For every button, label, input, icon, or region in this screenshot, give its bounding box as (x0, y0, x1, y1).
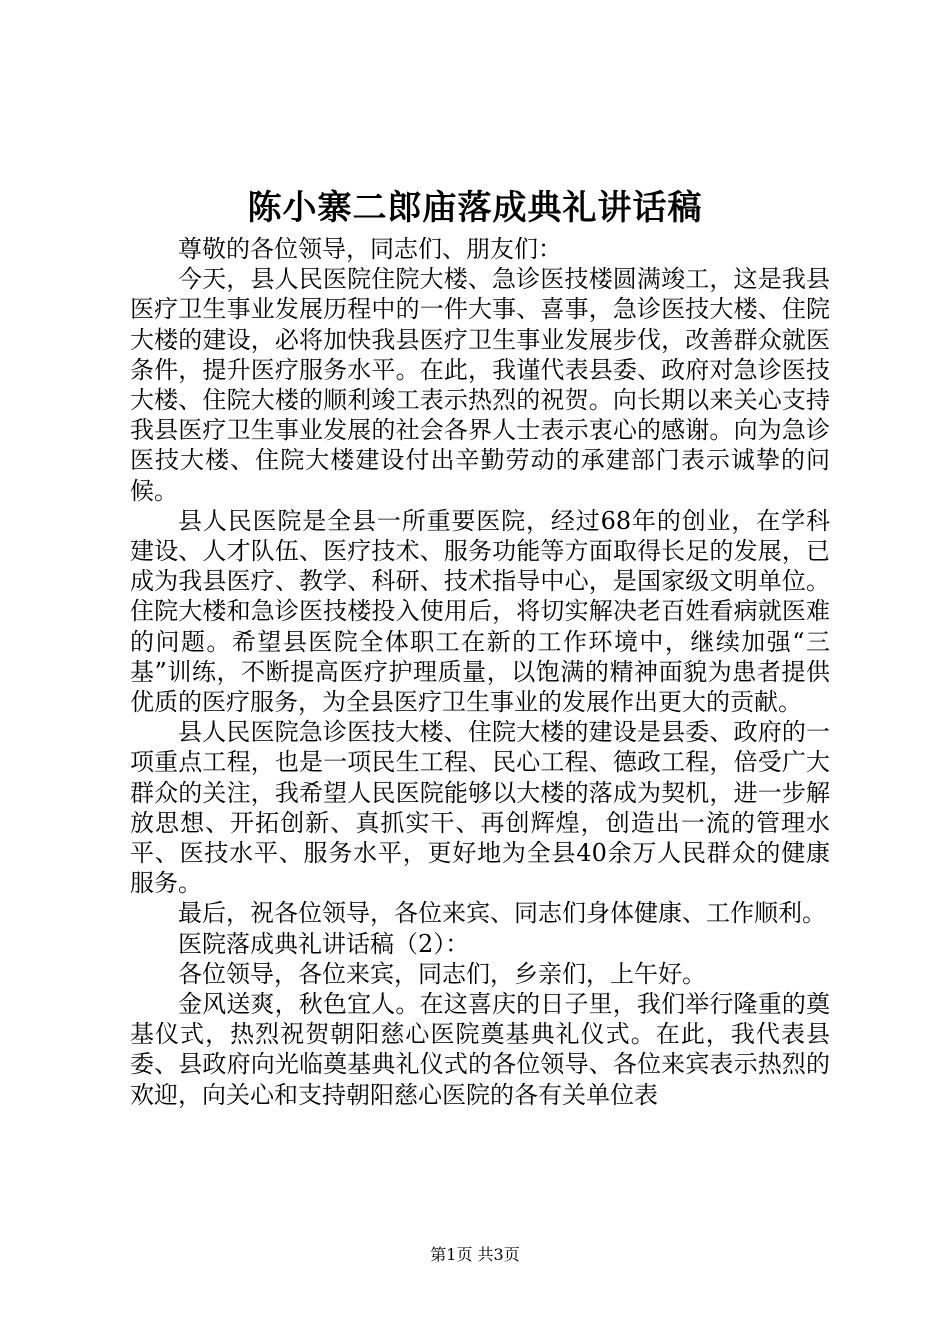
paragraph: 今天，县人民医院住院大楼、急诊医技楼圆满竣工，这是我县医疗卫生事业发展历程中的一件大事、喜事，急诊医技大楼、住院大楼的建设，必将加快我县医疗卫生事业发展步伐，改善群众就医条件，提升医疗服务水平。在此，我谨代表县委、政府对急诊医技大楼、住院大楼的顺利竣工表示热烈的祝贺。向长期以来关心支持我县医疗卫生事业发展的社会各界人士表示衷心的感谢。向为急诊医技大楼、住院大楼建设付出辛勤劳动的承建部门表示诚挚的问候。 (130, 265, 830, 505)
document-title: 陈小寨二郎庙落成典礼讲话稿 (247, 188, 703, 228)
section-heading: 医院落成典礼讲话稿（2）： (178, 929, 470, 958)
paragraph-greeting: 各位领导，各位来宾，同志们，乡亲们，上午好。 (178, 959, 706, 988)
paragraph-salutation: 尊敬的各位领导，同志们、朋友们： (178, 235, 562, 263)
paragraph: 金风送爽，秋色宜人。在这喜庆的日子里，我们举行隆重的奠基仪式，热烈祝贺朝阳慈心医院奠基典礼仪式。在此，我代表县委、县政府向光临奠基典礼仪式的各位领导、各位来宾表示热烈的欢迎，向关心和支持朝阳慈心医院的各有关单位表 (130, 990, 830, 1109)
paragraph: 最后，祝各位领导，各位来宾、同志们身体健康、工作顺利。 (178, 899, 826, 928)
page-number-footer: 第1页 共3页 (430, 1245, 520, 1264)
paragraph: 县人民医院是全县一所重要医院，经过68年的创业，在学科建设、人才队伍、医疗技术、服务功能等方面取得长足的发展，已成为我县医疗、教学、科研、技术指导中心，是国家级文明单位。住院大楼和急诊医技楼投入使用后，将切实解决老百姓看病就医难的问题。希望县医院全体职工在新的工作环境中，继续加强“三基”训练，不断提高医疗护理质量，以饱满的精神面貌为患者提供优质的医疗服务，为全县医疗卫生事业的发展作出更大的贡献。 (130, 506, 830, 717)
paragraph: 县人民医院急诊医技大楼、住院大楼的建设是县委、政府的一项重点工程，也是一项民生工程、民心工程、德政工程，倍受广大群众的关注，我希望人民医院能够以大楼的落成为契机，进一步解放思想、开拓创新、真抓实干、再创辉煌，创造出一流的管理水平、医技水平、服务水平，更好地为全县40余万人民群众的健康服务。 (130, 718, 830, 898)
document-body (130, 234, 830, 1110)
